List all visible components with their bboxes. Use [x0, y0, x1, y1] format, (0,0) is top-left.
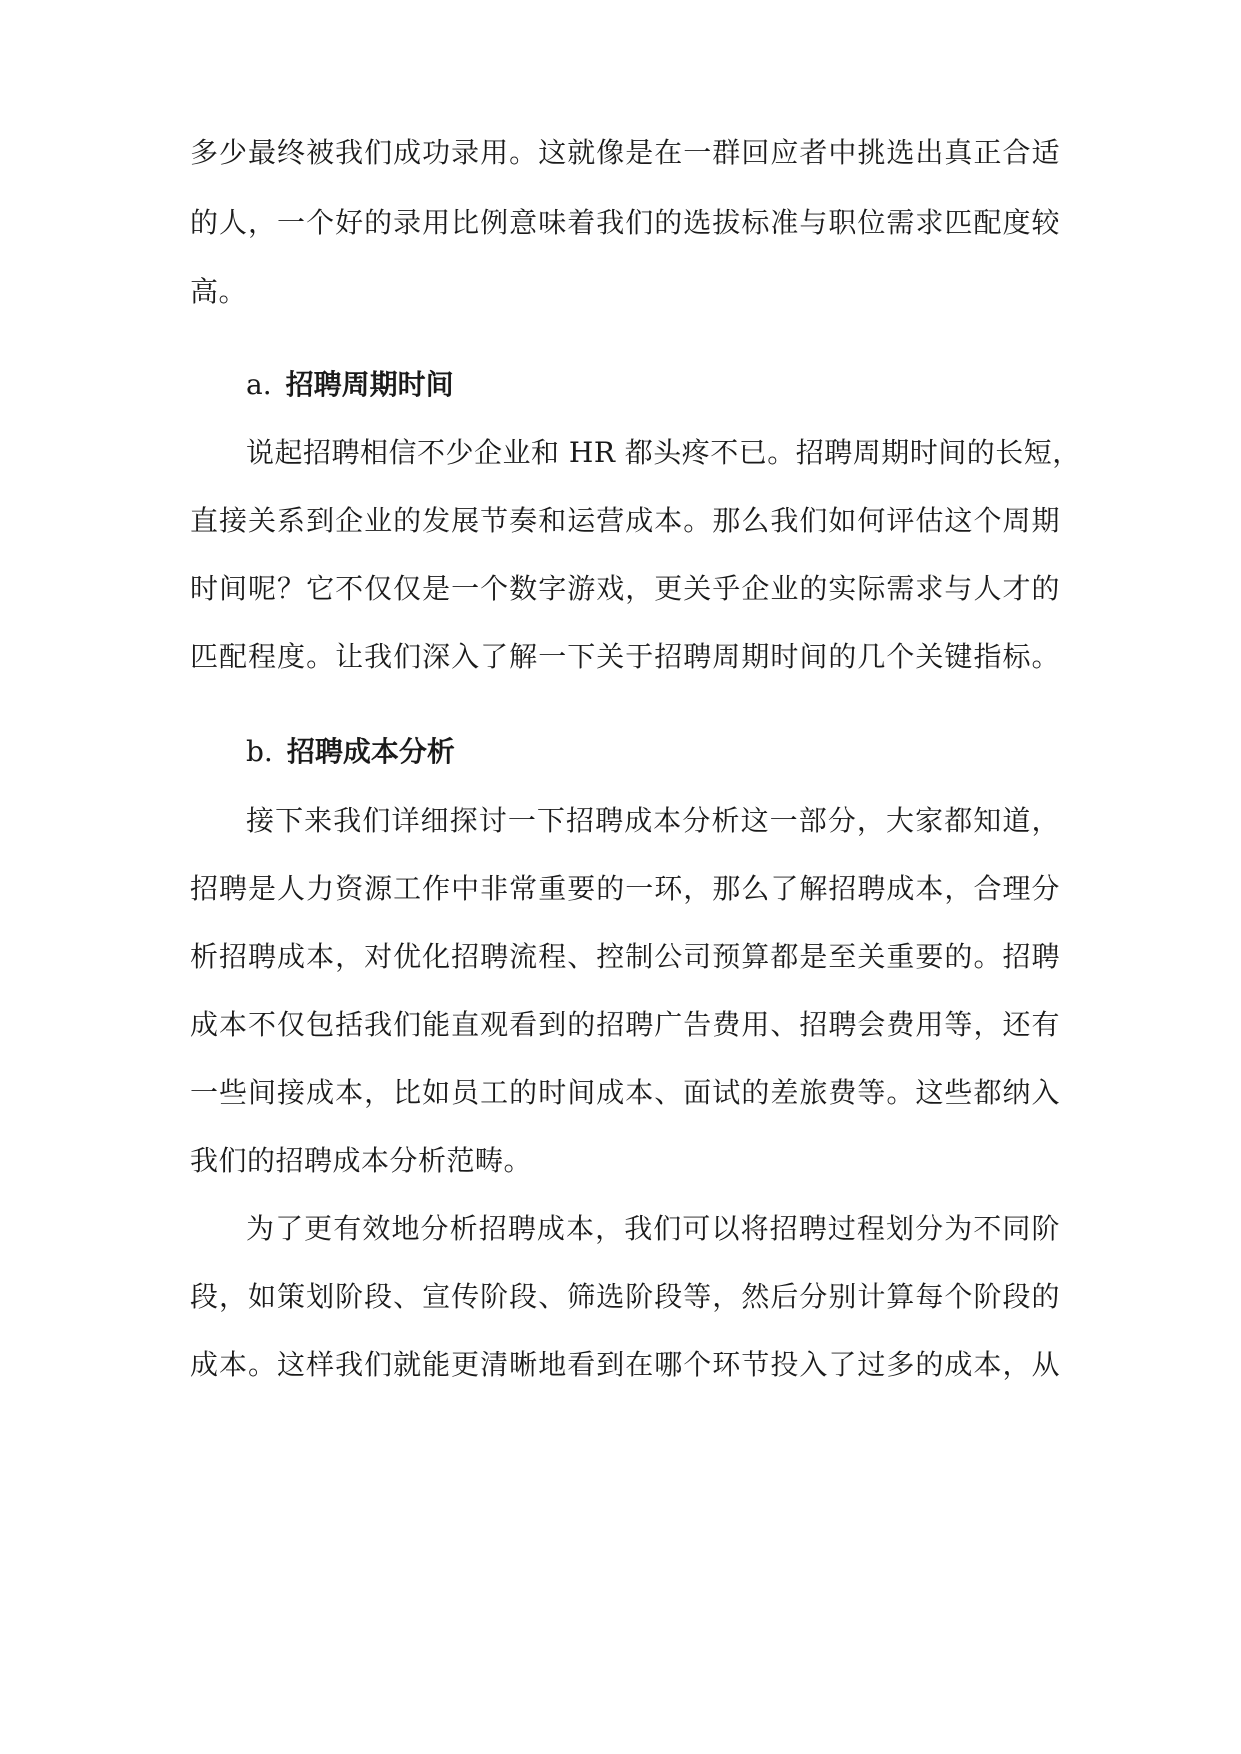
paragraph-line: 招聘是人力资源工作中非常重要的一环，那么了解招聘成本，合理分 [190, 872, 1060, 905]
section-marker: b. [246, 735, 273, 768]
paragraph-line: 我们的招聘成本分析范畴。 [190, 1144, 533, 1177]
paragraph-line: 的人，一个好的录用比例意味着我们的选拔标准与职位需求匹配度较 [190, 206, 1060, 239]
paragraph-line: 多少最终被我们成功录用。这就像是在一群回应者中挑选出真正合适 [190, 136, 1060, 169]
paragraph-line: 成本。这样我们就能更清晰地看到在哪个环节投入了过多的成本，从 [190, 1348, 1060, 1381]
paragraph-line: 段，如策划阶段、宣传阶段、筛选阶段等，然后分别计算每个阶段的 [190, 1280, 1060, 1313]
section-marker: a. [246, 368, 272, 401]
section-heading-b [246, 732, 455, 772]
paragraph-line: 时间呢？它不仅仅是一个数字游戏，更关乎企业的实际需求与人才的 [190, 572, 1060, 605]
paragraph-line: 直接关系到企业的发展节奏和运营成本。那么我们如何评估这个周期 [190, 504, 1060, 537]
section-title: 招聘成本分析 [286, 735, 455, 768]
paragraph-line: 说起招聘相信不少企业和 HR 都头疼不已。招聘周期时间的长短， [246, 436, 1081, 469]
paragraph-line: 成本不仅包括我们能直观看到的招聘广告费用、招聘会费用等，还有 [190, 1008, 1060, 1041]
paragraph-line: 匹配程度。让我们深入了解一下关于招聘周期时间的几个关键指标。 [190, 640, 1060, 673]
section-title: 招聘周期时间 [285, 368, 454, 401]
paragraph-line: 接下来我们详细探讨一下招聘成本分析这一部分，大家都知道， [246, 804, 1060, 837]
paragraph-line: 一些间接成本，比如员工的时间成本、面试的差旅费等。这些都纳入 [190, 1076, 1060, 1109]
paragraph-line: 析招聘成本，对优化招聘流程、控制公司预算都是至关重要的。招聘 [190, 940, 1060, 973]
paragraph-line: 高。 [190, 275, 248, 308]
section-heading-a [246, 365, 454, 405]
paragraph-line: 为了更有效地分析招聘成本，我们可以将招聘过程划分为不同阶 [246, 1212, 1060, 1245]
